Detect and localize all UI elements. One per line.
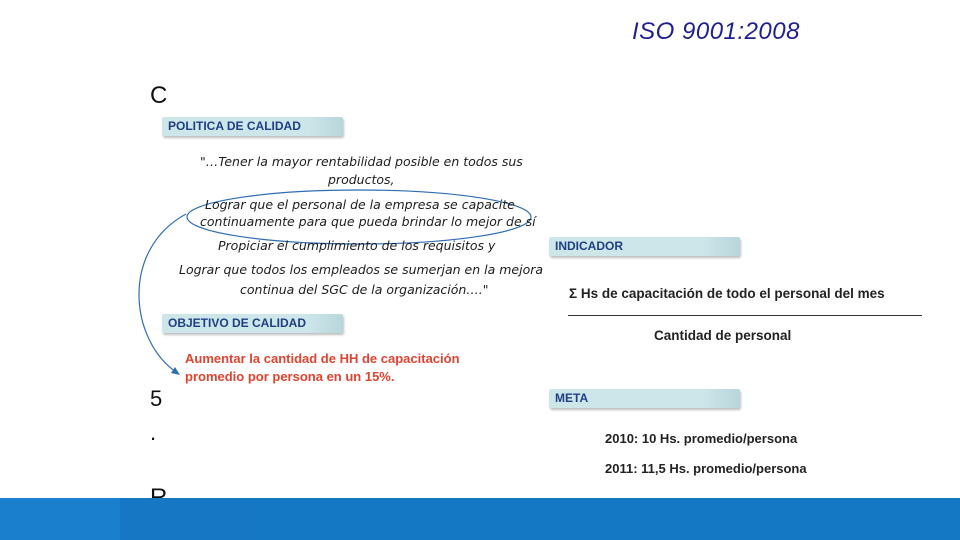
objective-text-line: promedio por persona en un 15%. [185, 369, 395, 384]
objective-heading: OBJETIVO DE CALIDAD [168, 316, 307, 330]
side-letter: C [150, 82, 168, 109]
goal-line: 2011: 11,5 Hs. promedio/persona [605, 461, 807, 476]
footer-bar-segment [0, 498, 120, 540]
objective-text-line: Aumentar la cantidad de HH de capacitación [185, 351, 460, 366]
indicator-heading: INDICADOR [555, 239, 623, 253]
indicator-numerator: Σ Hs de capacitación de todo el personal del mes [569, 286, 885, 301]
footer-bar [0, 498, 960, 540]
indicator-denominator: Cantidad de personal [654, 328, 792, 343]
indicator-heading-band [549, 237, 740, 256]
policy-quote-line: "…Tener la mayor rentabilidad posible en todos sus [200, 154, 523, 169]
goal-line: 2010: 10 Hs. promedio/persona [605, 431, 798, 446]
objective-text [185, 350, 460, 386]
goal-heading-band [549, 389, 740, 408]
policy-quote-line: productos, [328, 172, 395, 187]
policy-quote-line: continuamente para que pueda brindar lo mejor de sí [200, 214, 536, 229]
arrow-head [171, 367, 180, 375]
policy-heading: POLITICA DE CALIDAD [168, 119, 301, 133]
curved-arrow [139, 214, 186, 372]
policy-quote-line: Propiciar el cumplimiento de los requisitos y [218, 238, 496, 253]
goal-heading: META [555, 391, 589, 405]
policy-heading-band [162, 117, 343, 136]
footer-bar-segment [120, 498, 250, 540]
side-letter: . [150, 420, 157, 445]
fraction-divider [568, 315, 922, 316]
side-letter: 5 [150, 386, 163, 411]
policy-quote-line: Lograr que todos los empleados se sumerjan en la mejora [179, 262, 544, 277]
policy-quote-line: continua del SGC de la organización…." [240, 282, 489, 297]
slide-title: ISO 9001:2008 [632, 18, 800, 45]
policy-quote-line: Lograr que el personal de la empresa se capacite [205, 197, 515, 212]
objective-heading-band [162, 314, 343, 333]
